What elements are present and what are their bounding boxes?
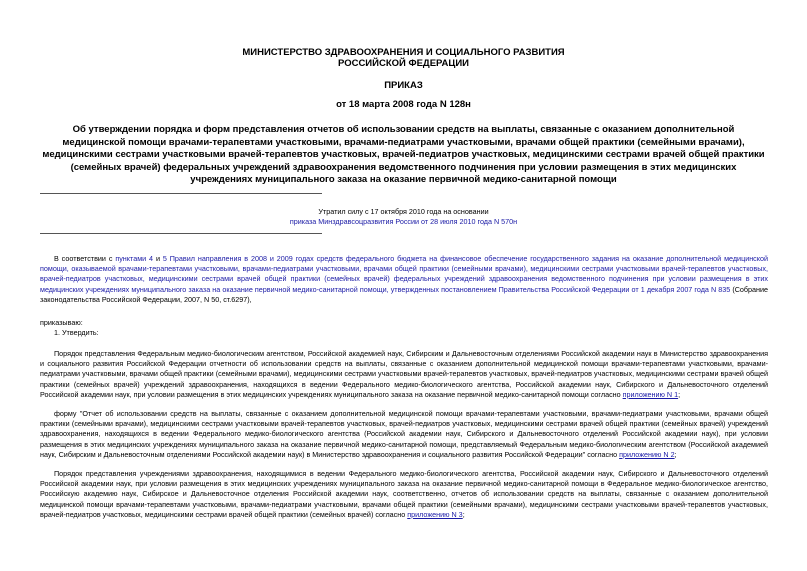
status-note-line2 [0, 217, 807, 227]
paragraph-procedure-1: Порядок представления Федеральным медико-биологическим агентством, Российской академией наук, Сибирским и Дальневосточным отделениями Российской академии наук в Министерство здравоохранения и социального развития Российской Федерации отчетности об использовании средств на выплаты, связанные с оказанием дополнительной медицинской помощи врачами-терапевтами участковыми, врачами-педиатрами участковыми, врачами общей практики (семейными врачами), медицинскими сестрами участковыми врачей-терапевтов участковых, врачей-педиатров участковых, медицинскими сестрами врачей общей практики (семейных врачей) учреждений здравоохранения, находящихся в ведении Федерального медико-биологического агентства, Российской академии наук, Сибирского и Дальневосточного отделений Российской академии наук, при условии размещения в этих медицинских учреждениях муниципального заказа на оказание первичной медико-санитарной помощи согласно приложению N 1; [40, 349, 768, 399]
status-note-text: Утратил силу с 17 октября 2010 года на основании [318, 207, 489, 216]
paragraph-approve: 1. Утвердить: [54, 328, 99, 337]
status-note-link[interactable]: приказа Минздравсоцразвития России от 28 июля 2010 года N 570н [289, 217, 518, 226]
paragraph-order: приказываю: [40, 318, 83, 327]
link-appendix-1[interactable]: приложению N 1 [622, 389, 679, 399]
link-appendix-2[interactable]: приложению N 2 [619, 449, 675, 459]
ministry-line-1: МИНИСТЕРСТВО ЗДРАВООХРАНЕНИЯ И СОЦИАЛЬНОГО РАЗВИТИЯ [242, 47, 565, 58]
link-rules[interactable]: 5 Правил направления в 2008 и 2009 годах средств федерального бюджета на финансовое обеспечение государственного задания на оказание дополнительной медицинской помощи, оказываемой врачами-терапевтами участковыми, врачами-педиатрами участковыми, врачами общей практики (семейными врачами), медицинскими сестрами участковыми врачей-терапевтов участковых, врачей-педиатров участковых, медицинскими сестрами врачей общей практики (семейных врачей) федеральных учреждений здравоохранения ведомственного подчинения при условии размещения в этих медицинских учреждениях муниципального заказа на оказание первичной медико-санитарной помощи, утвержденных постановлением Правительства Российской Федерации от 1 декабря 2007 года N 835 [40, 254, 769, 294]
paragraph-form-2: форму "Отчет об использовании средств на выплаты, связанные с оказанием дополнительной медицинской помощи врачами-терапевтами участковыми, врачами-педиатрами участковыми, врачами общей практики (семейными врачами), медицинскими сестрами участковыми врачей-терапевтов участковых, врачей-педиатров участковых, медицинскими сестрами врачей общей практики (семейных врачей) учреждений здравоохранения, находящихся в ведении Федерального медико-биологического агентства (Российской академии наук, Сибирского и Дальневосточного отделений Российской академии наук), при условии размещения в этих медицинских учреждениях муниципального заказа на оказание первичной медико-санитарной помощи, представляемый Федеральным медико-биологическим агентством (Российской академией наук, Сибирским и Дальневосточным отделениями Российской академии наук) в Министерство здравоохранения и социального развития Российской Федерации" согласно приложению N 2; [40, 409, 768, 459]
ministry-line-2: РОССИЙСКОЙ ФЕДЕРАЦИИ [337, 58, 469, 69]
paragraph-preamble: В соответствии с пунктами 4 и 5 Правил направления в 2008 и 2009 годах средств федерального бюджета на финансовое обеспечение государственного задания на оказание дополнительной медицинской помощи, оказываемой врачами-терапевтами участковыми, врачами-педиатрами участковыми, врачами общей практики (семейными врачами), медицинскими сестрами участковыми врачей-терапевтов участковых, врачей-педиатров участковых, медицинскими сестрами врачей общей практики (семейных врачей) федеральных учреждений здравоохранения ведомственного подчинения при условии размещения в этих медицинских учреждениях муниципального заказа на оказание первичной медико-санитарной помощи, утвержденных постановлением Правительства Российской Федерации от 1 декабря 2007 года N 835 (Собрание законодательства Российской Федерации, 2007, N 50, ст.6297), [40, 254, 769, 304]
divider-top [40, 193, 322, 194]
paragraph-procedure-3: Порядок представления учреждениями здравоохранения, находящимися в ведении Федерального медико-биологического агентства, Российской академии наук, Сибирского и Дальневосточного отделений Российской академии наук, при условии размещения в этих медицинских учреждениях муниципального заказа на оказание первичной медико-санитарной помощи в Федеральное медико-биологическое агентство, Российскую академию наук, Сибирское и Дальневосточное отделения Российской академии наук, соответственно, отчетов об использовании средств на выплаты, связанные с оказанием дополнительной медицинской помощи врачами-терапевтами участковыми, врачами-педиатрами участковыми, врачами общей практики (семейными врачами), медицинскими сестрами участковыми врачей-терапевтов участковых, врачей-педиатров участковых, медицинскими сестрами врачей общей практики (семейных врачей) согласно приложению N 3; [40, 469, 768, 519]
link-appendix-3[interactable]: приложению N 3 [407, 509, 463, 519]
document-date: от 18 марта 2008 года N 128н [336, 99, 471, 110]
divider-bottom [40, 233, 322, 234]
document-type: ПРИКАЗ [384, 80, 423, 91]
link-item-4[interactable]: пунктами 4 [115, 254, 154, 263]
document-title: Об утверждении порядка и форм представления отчетов об использовании средств на выплаты, связанные с оказанием дополнительной медицинской помощи врачами-терапевтами участковыми, врачами-педиатрами участковыми, врачами общей практики (семейными врачами), медицинскими сестрами участковыми врачей-терапевтов участковых, врачей-педиатров участковых, медицинскими сестрами врачей общей практики (семейных врачей) федеральных учреждений здравоохранения ведомственного подчинения при условии размещения в этих медицинских учреждениях муниципального заказа на оказание первичной медико-санитарной помощи [42, 124, 765, 185]
